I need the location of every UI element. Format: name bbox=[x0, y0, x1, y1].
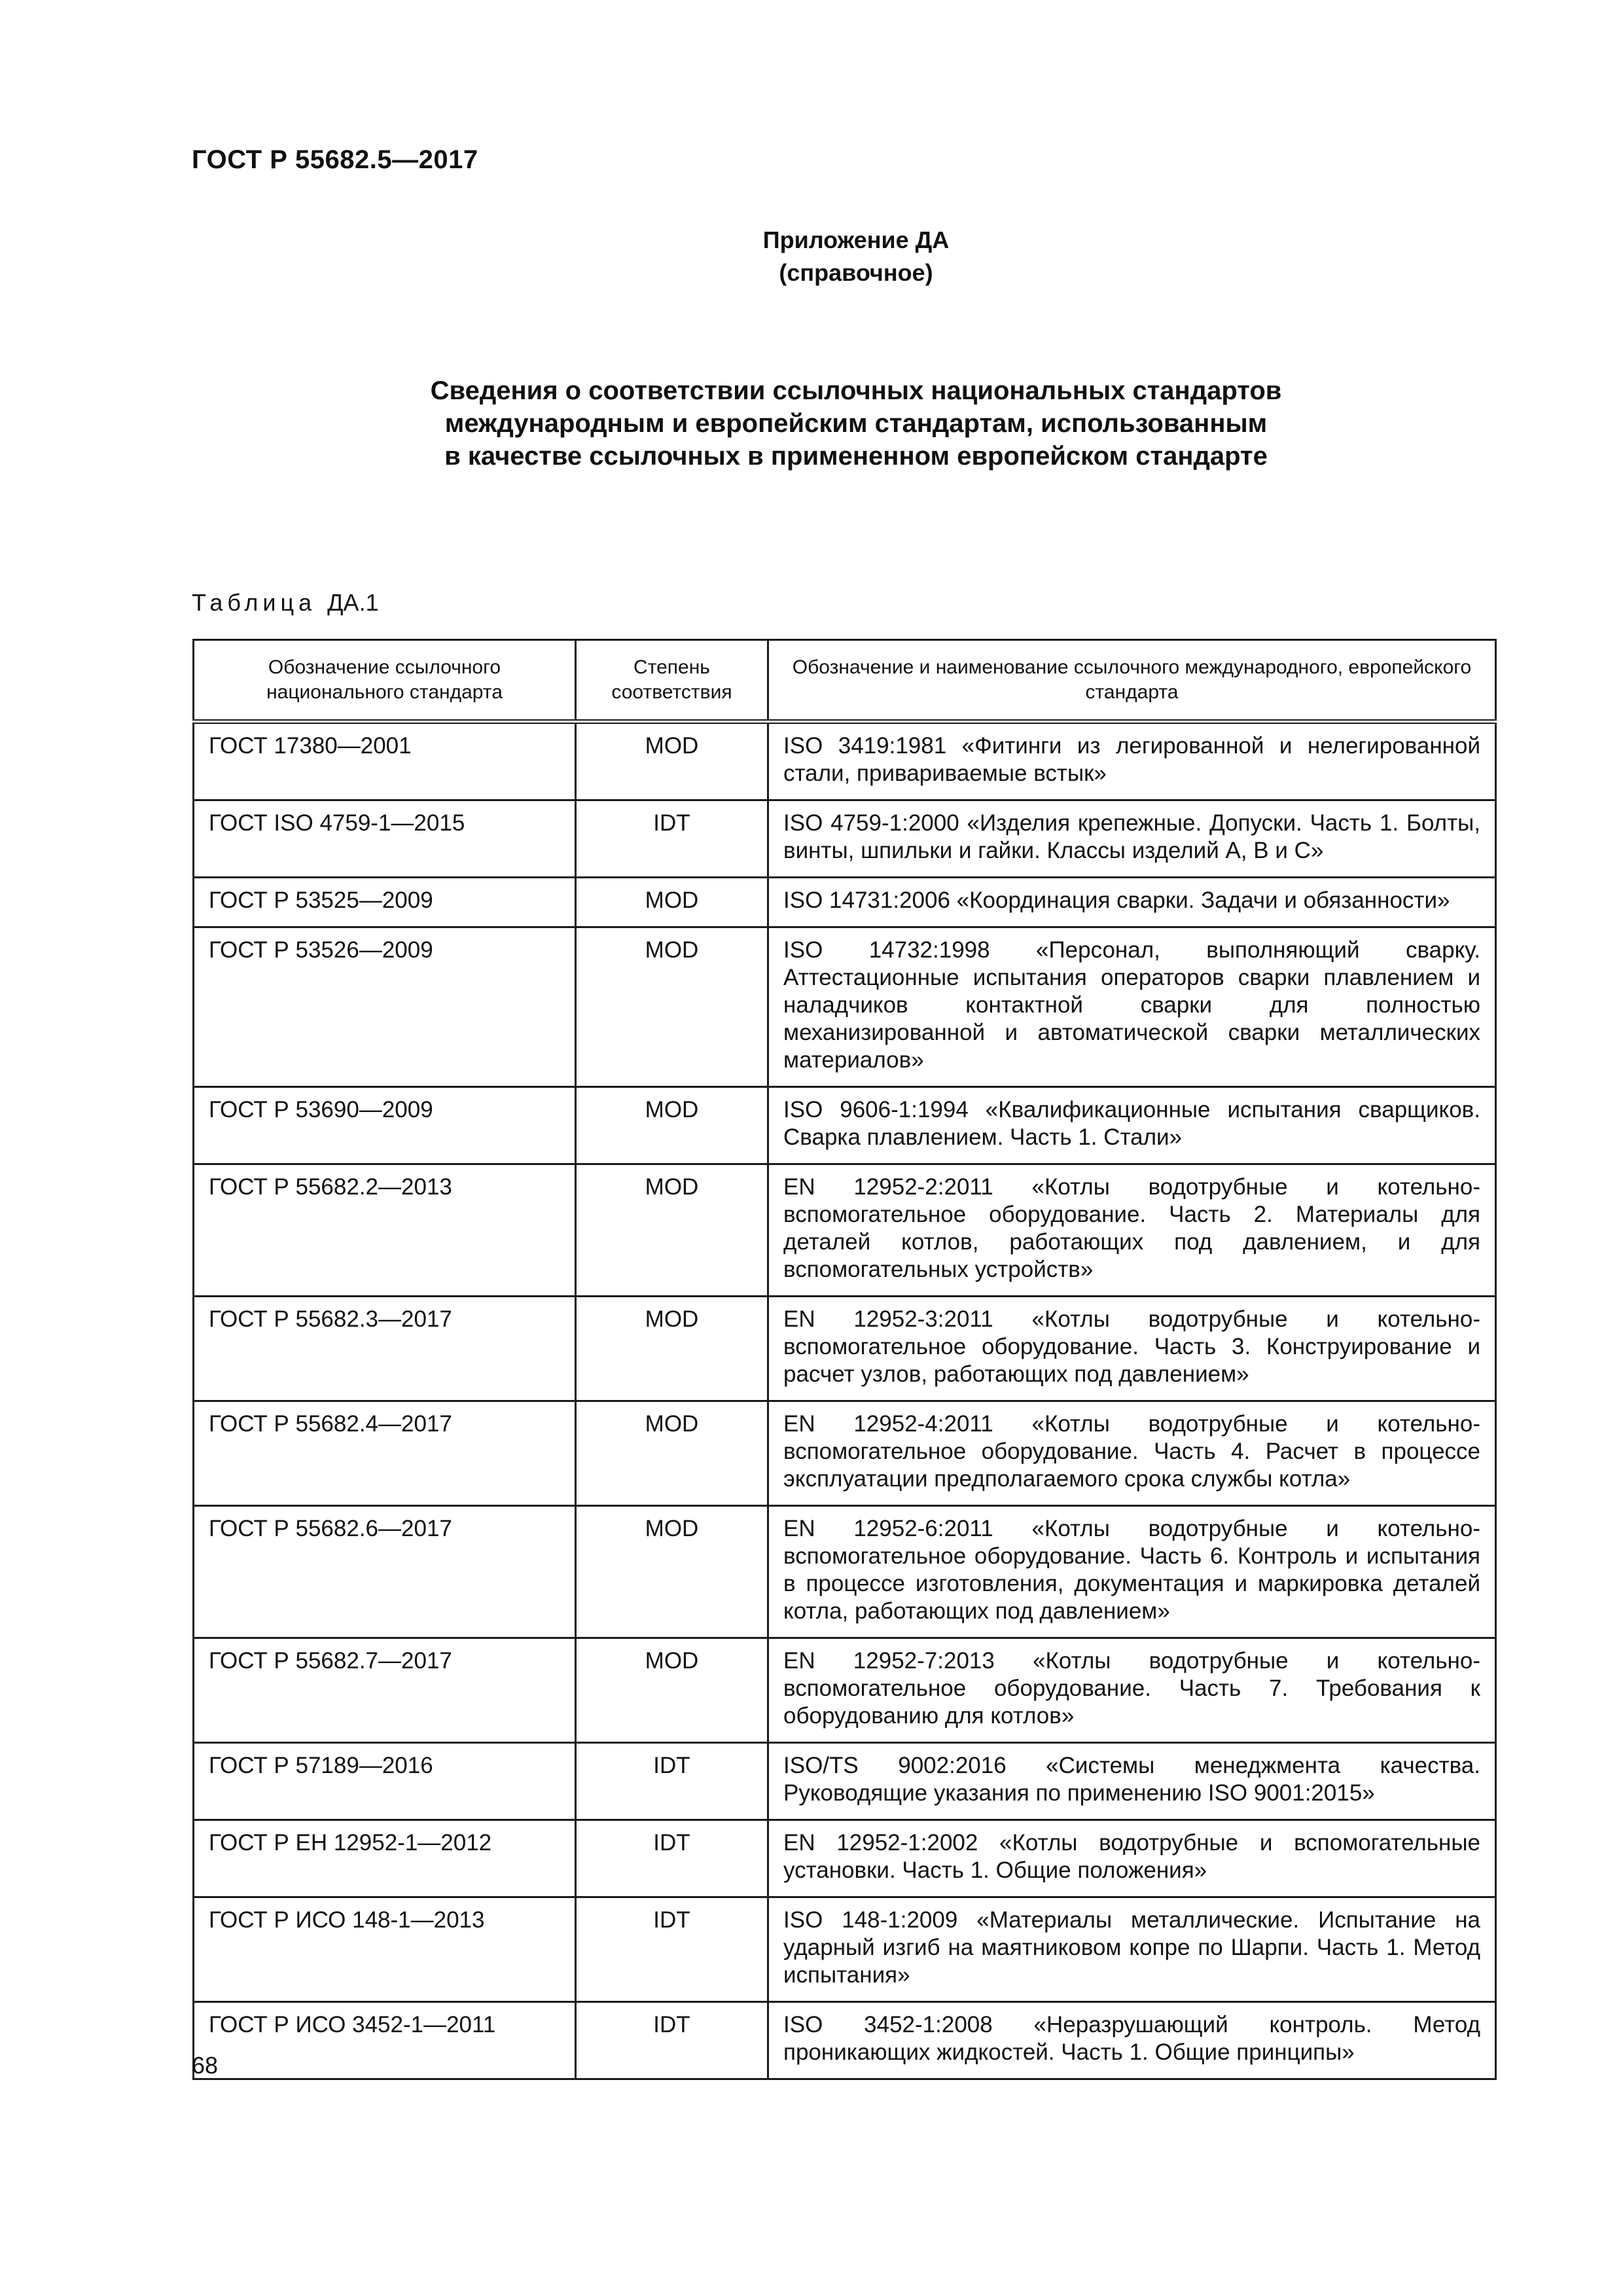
national-standard-cell: ГОСТ Р ЕН 12952-1—2012 bbox=[194, 1820, 576, 1897]
international-standard-cell: ISO 3452-1:2008 «Неразрушающий контроль. Метод проникающих жидкостей. Часть 1. Общие принципы» bbox=[768, 2002, 1496, 2079]
table-row bbox=[194, 722, 1496, 800]
international-standard-cell: EN 12952-7:2013 «Котлы водотрубные и котельно-вспомогательное оборудование. Часть 7. Требования к оборудованию для котлов» bbox=[768, 1638, 1496, 1743]
international-standard-cell: EN 12952-1:2002 «Котлы водотрубные и вспомогательные установки. Часть 1. Общие положения» bbox=[768, 1820, 1496, 1897]
header-degree-of-conformity: Степень соответствия bbox=[576, 640, 768, 722]
table-row bbox=[194, 1164, 1496, 1297]
annex-type: (справочное) bbox=[779, 259, 933, 286]
table-row bbox=[194, 1297, 1496, 1401]
table-row bbox=[194, 1087, 1496, 1164]
national-standard-cell: ГОСТ Р 55682.2—2013 bbox=[194, 1164, 576, 1297]
international-standard-cell: ISO 3419:1981 «Фитинги из легированной и нелегированной стали, привариваемые встык» bbox=[768, 722, 1496, 800]
national-standard-cell: ГОСТ 17380—2001 bbox=[194, 722, 576, 800]
degree-cell: MOD bbox=[576, 722, 768, 800]
page-title bbox=[0, 374, 1623, 473]
page-title-line-1: Сведения о соответствии ссылочных национальных стандартов bbox=[430, 376, 1282, 405]
international-standard-cell: ISO 148-1:2009 «Материалы металлические. Испытание на ударный изгиб на маятниковом копре по Шарпи. Часть 1. Метод испытания» bbox=[768, 1897, 1496, 2002]
national-standard-cell: ГОСТ Р 53690—2009 bbox=[194, 1087, 576, 1164]
degree-cell: MOD bbox=[576, 1164, 768, 1297]
annex-heading bbox=[0, 224, 1623, 289]
table-caption bbox=[192, 589, 379, 617]
national-standard-cell: ГОСТ Р 57189—2016 bbox=[194, 1743, 576, 1820]
table-row bbox=[194, 2002, 1496, 2079]
international-standard-cell: ISO 9606-1:1994 «Квалификационные испытания сварщиков. Сварка плавлением. Часть 1. Стали» bbox=[768, 1087, 1496, 1164]
annex-title: Приложение ДА bbox=[762, 226, 950, 253]
table-caption-word: Таблица bbox=[192, 589, 317, 616]
national-standard-cell: ГОСТ Р 55682.4—2017 bbox=[194, 1401, 576, 1506]
table-row bbox=[194, 1743, 1496, 1820]
degree-cell: MOD bbox=[576, 1401, 768, 1506]
degree-cell: MOD bbox=[576, 1638, 768, 1743]
degree-cell: MOD bbox=[576, 1297, 768, 1401]
degree-cell: MOD bbox=[576, 1087, 768, 1164]
international-standard-cell: EN 12952-3:2011 «Котлы водотрубные и котельно-вспомогательное оборудование. Часть 3. Конструирование и расчет узлов, работающих под давлением» bbox=[768, 1297, 1496, 1401]
international-standard-cell: ISO/TS 9002:2016 «Системы менеджмента качества. Руководящие указания по применению ISO 9001:2015» bbox=[768, 1743, 1496, 1820]
national-standard-cell: ГОСТ Р ИСО 148-1—2013 bbox=[194, 1897, 576, 2002]
page-number: 68 bbox=[192, 2052, 219, 2079]
table-row bbox=[194, 878, 1496, 927]
international-standard-cell: EN 12952-2:2011 «Котлы водотрубные и котельно-вспомогательное оборудование. Часть 2. Материалы для деталей котлов, работающих под давлением, и для вспомогательных устройств» bbox=[768, 1164, 1496, 1297]
table-row bbox=[194, 1401, 1496, 1506]
document-code: ГОСТ Р 55682.5—2017 bbox=[192, 145, 478, 174]
table-body bbox=[194, 722, 1496, 2079]
page-title-line-3: в качестве ссылочных в примененном европейском стандарте bbox=[444, 442, 1268, 471]
degree-cell: IDT bbox=[576, 1820, 768, 1897]
degree-cell: MOD bbox=[576, 927, 768, 1087]
national-standard-cell: ГОСТ Р 55682.6—2017 bbox=[194, 1506, 576, 1638]
header-international-standard: Обозначение и наименование ссылочного международного, европейского стандарта bbox=[768, 640, 1496, 722]
table-row bbox=[194, 1897, 1496, 2002]
table-row bbox=[194, 1506, 1496, 1638]
table-row bbox=[194, 1638, 1496, 1743]
national-standard-cell: ГОСТ Р ИСО 3452-1—2011 bbox=[194, 2002, 576, 2079]
international-standard-cell: ISO 4759-1:2000 «Изделия крепежные. Допуски. Часть 1. Болты, винты, шпильки и гайки. Классы изделий А, В и С» bbox=[768, 800, 1496, 878]
international-standard-cell: ISO 14731:2006 «Координация сварки. Задачи и обязанности» bbox=[768, 878, 1496, 927]
page-title-line-2: международным и европейским стандартам, использованным bbox=[444, 409, 1268, 438]
degree-cell: IDT bbox=[576, 2002, 768, 2079]
table-header-row bbox=[194, 640, 1496, 722]
degree-cell: IDT bbox=[576, 1743, 768, 1820]
national-standard-cell: ГОСТ Р 55682.7—2017 bbox=[194, 1638, 576, 1743]
international-standard-cell: EN 12952-6:2011 «Котлы водотрубные и котельно-вспомогательное оборудование. Часть 6. Контроль и испытания в процессе изготовления, документация и маркировка деталей котла, работающих под давлением» bbox=[768, 1506, 1496, 1638]
national-standard-cell: ГОСТ Р 55682.3—2017 bbox=[194, 1297, 576, 1401]
reference-standards-table bbox=[192, 639, 1497, 2080]
table-row bbox=[194, 927, 1496, 1087]
international-standard-cell: EN 12952-4:2011 «Котлы водотрубные и котельно-вспомогательное оборудование. Часть 4. Расчет в процессе эксплуатации предполагаемого срока службы котла» bbox=[768, 1401, 1496, 1506]
national-standard-cell: ГОСТ ISO 4759-1—2015 bbox=[194, 800, 576, 878]
table-caption-number: ДА.1 bbox=[327, 589, 379, 616]
header-national-standard: Обозначение ссылочного национального стандарта bbox=[194, 640, 576, 722]
table-row bbox=[194, 1820, 1496, 1897]
degree-cell: MOD bbox=[576, 878, 768, 927]
degree-cell: IDT bbox=[576, 1897, 768, 2002]
national-standard-cell: ГОСТ Р 53525—2009 bbox=[194, 878, 576, 927]
international-standard-cell: ISO 14732:1998 «Персонал, выполняющий сварку. Аттестационные испытания операторов сварки плавлением и наладчиков контактной сварки для полностью механизированной и автоматической сварки металлических материалов» bbox=[768, 927, 1496, 1087]
degree-cell: IDT bbox=[576, 800, 768, 878]
degree-cell: MOD bbox=[576, 1506, 768, 1638]
national-standard-cell: ГОСТ Р 53526—2009 bbox=[194, 927, 576, 1087]
table-row bbox=[194, 800, 1496, 878]
